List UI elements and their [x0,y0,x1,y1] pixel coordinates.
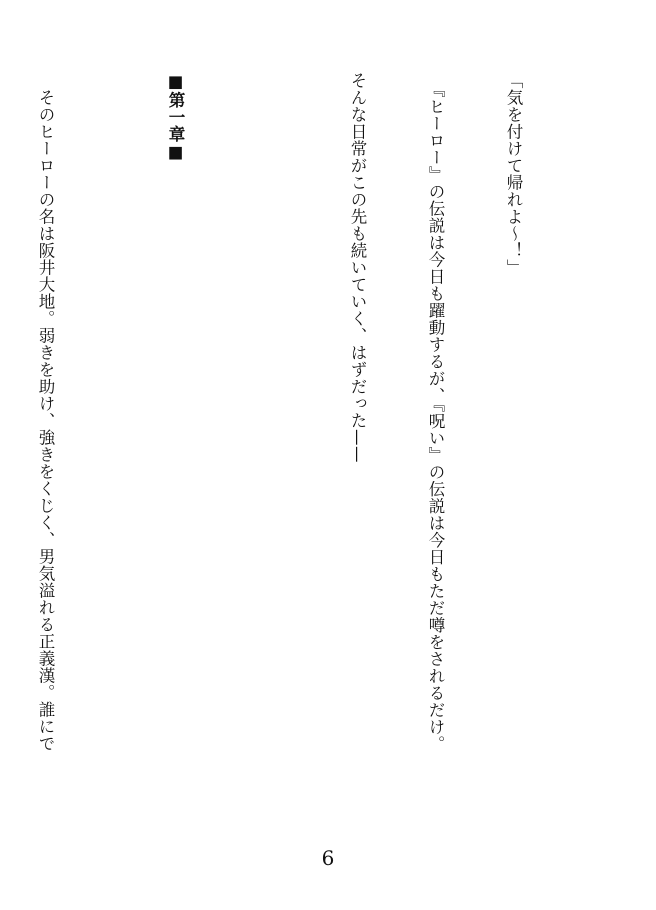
page-number: 6 [321,846,335,870]
vertical-text-body [0,72,578,842]
text-line: 「気を付けて帰れよ〜！」 [504,72,523,276]
chapter-heading: ■第一章■ [166,72,185,162]
text-line: そんな日常がこの先も続いていく、はずだった—— [348,72,367,463]
text-line: 『ヒーロー』の伝説は今日も躍動するが、『呪い』の伝説は今日もただ噂をされるだけ。 [426,72,445,753]
text-line: そのヒーローの名は阪井大地。弱きを助け、強きをくじく、男気溢れる正義漢。誰にで [36,72,55,752]
